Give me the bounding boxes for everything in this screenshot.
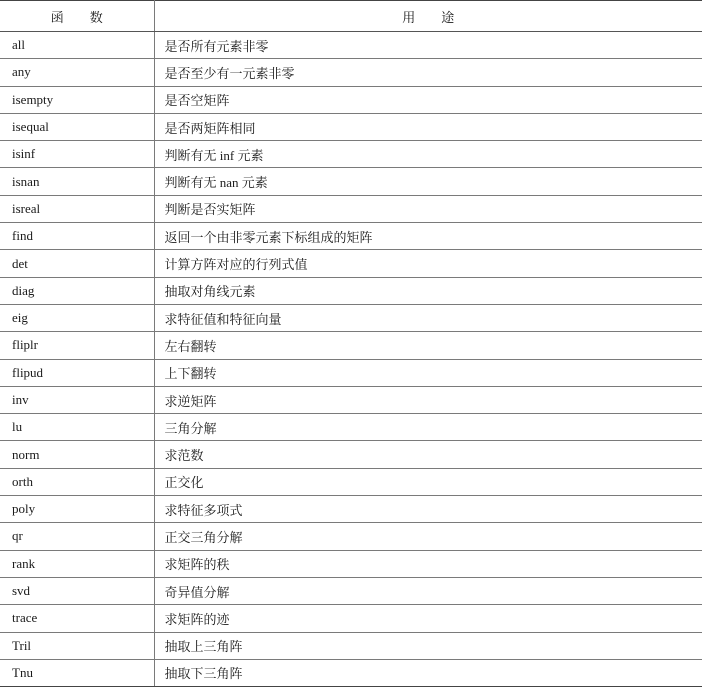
function-purpose-cell: 是否所有元素非零	[154, 32, 702, 59]
table-row	[0, 59, 702, 86]
table-row	[0, 496, 702, 523]
table-row	[0, 223, 702, 250]
function-name-cell: Tril	[0, 632, 154, 659]
function-purpose-cell: 左右翻转	[154, 332, 702, 359]
function-purpose-cell: 正交化	[154, 468, 702, 495]
function-name-cell: poly	[0, 496, 154, 523]
function-purpose-cell: 是否两矩阵相同	[154, 113, 702, 140]
function-purpose-cell: 求特征多项式	[154, 496, 702, 523]
function-name-cell: fliplr	[0, 332, 154, 359]
function-name-cell: Tnu	[0, 659, 154, 686]
function-name-cell: rank	[0, 550, 154, 577]
header-function: 函 数	[0, 1, 154, 32]
table-row	[0, 577, 702, 604]
function-name-cell: trace	[0, 605, 154, 632]
function-purpose-cell: 抽取对角线元素	[154, 277, 702, 304]
table-row	[0, 304, 702, 331]
function-purpose-cell: 返回一个由非零元素下标组成的矩阵	[154, 223, 702, 250]
function-purpose-cell: 正交三角分解	[154, 523, 702, 550]
function-purpose-cell: 求范数	[154, 441, 702, 468]
function-name-cell: all	[0, 32, 154, 59]
table-row	[0, 414, 702, 441]
function-name-cell: eig	[0, 304, 154, 331]
function-name-cell: orth	[0, 468, 154, 495]
function-name-cell: isempty	[0, 86, 154, 113]
function-purpose-cell: 是否至少有一元素非零	[154, 59, 702, 86]
function-purpose-cell: 求矩阵的迹	[154, 605, 702, 632]
table-row	[0, 86, 702, 113]
function-name-cell: qr	[0, 523, 154, 550]
table-row	[0, 605, 702, 632]
table-row	[0, 32, 702, 59]
function-purpose-cell: 计算方阵对应的行列式值	[154, 250, 702, 277]
function-purpose-cell: 奇异值分解	[154, 577, 702, 604]
table-row	[0, 277, 702, 304]
function-purpose-cell: 上下翻转	[154, 359, 702, 386]
function-name-cell: isinf	[0, 141, 154, 168]
table-row	[0, 195, 702, 222]
function-purpose-cell: 是否空矩阵	[154, 86, 702, 113]
table-row	[0, 113, 702, 140]
table-row	[0, 386, 702, 413]
function-purpose-cell: 判断有无 nan 元素	[154, 168, 702, 195]
function-purpose-cell: 抽取下三角阵	[154, 659, 702, 686]
function-purpose-cell: 判断有无 inf 元素	[154, 141, 702, 168]
function-name-cell: inv	[0, 386, 154, 413]
table-row	[0, 141, 702, 168]
table-row	[0, 550, 702, 577]
table-header-row	[0, 1, 702, 32]
table-row	[0, 632, 702, 659]
function-name-cell: flipud	[0, 359, 154, 386]
function-purpose-cell: 求特征值和特征向量	[154, 304, 702, 331]
function-name-cell: isequal	[0, 113, 154, 140]
function-purpose-cell: 求逆矩阵	[154, 386, 702, 413]
table-row	[0, 332, 702, 359]
table-body	[0, 32, 702, 687]
table-row	[0, 441, 702, 468]
table-row	[0, 250, 702, 277]
function-purpose-cell: 求矩阵的秩	[154, 550, 702, 577]
function-name-cell: lu	[0, 414, 154, 441]
function-purpose-cell: 三角分解	[154, 414, 702, 441]
function-name-cell: diag	[0, 277, 154, 304]
function-name-cell: any	[0, 59, 154, 86]
function-name-cell: isreal	[0, 195, 154, 222]
table-row	[0, 659, 702, 686]
function-purpose-cell: 判断是否实矩阵	[154, 195, 702, 222]
table-row	[0, 468, 702, 495]
function-name-cell: det	[0, 250, 154, 277]
table-row	[0, 168, 702, 195]
header-purpose: 用 途	[154, 1, 702, 32]
function-name-cell: svd	[0, 577, 154, 604]
function-name-cell: norm	[0, 441, 154, 468]
function-name-cell: find	[0, 223, 154, 250]
function-name-cell: isnan	[0, 168, 154, 195]
function-purpose-cell: 抽取上三角阵	[154, 632, 702, 659]
table-row	[0, 523, 702, 550]
table-row	[0, 359, 702, 386]
